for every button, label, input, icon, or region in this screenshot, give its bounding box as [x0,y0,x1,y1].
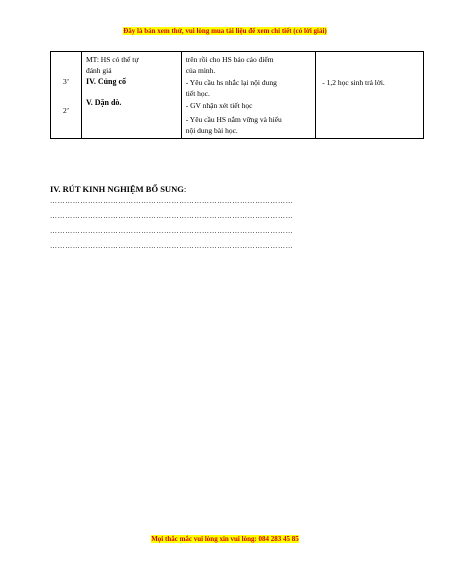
preview-banner [0,27,450,35]
section-title-colon: : [183,184,187,194]
table-row [51,52,424,139]
step-homework-heading: V. Dặn dò. [85,98,122,107]
teacher-activity-cell [181,52,316,139]
teacher-activity-line: - Yêu cầu HS nắm vững và hiểu [185,115,282,124]
section-title-text: IV. RÚT KINH NGHIỆM BỔ SUNG [50,184,184,194]
teacher-activity-line: - Yêu cầu hs nhắc lại nội dung [185,78,277,87]
step-objective-line: MT: HS có thể tự [85,55,139,64]
step-cell [81,52,181,139]
teacher-activity-line: - GV nhận xét tiết học [185,101,253,110]
preview-banner-text: Đây là bản xem thử, vui lòng mua tài liệu để xem chi tiết (có lời giải) [123,27,327,35]
step-objective-line: đánh giá [85,66,112,75]
time-homework: 2’ [63,106,70,115]
step-consolidate-heading: IV. Củng cố [85,77,127,86]
dotted-line: …………………………………………………………………………………… [50,197,294,205]
time-consolidate: 3’ [63,77,70,86]
teacher-activity-line: của mình. [185,66,216,75]
dotted-line: …………………………………………………………………………………… [50,242,294,250]
dotted-line: …………………………………………………………………………………… [50,227,294,235]
section-title [50,184,186,194]
lesson-table [50,51,424,139]
teacher-activity-line: trên rồi cho HS báo cáo điểm [185,55,274,64]
contact-banner [0,535,450,543]
time-cell [51,52,82,139]
teacher-activity-line: tiết học. [185,89,210,98]
student-activity-line: - 1,2 học sinh trả lời. [322,78,385,87]
dotted-line: …………………………………………………………………………………… [50,212,294,220]
teacher-activity-line: nội dung bài học. [185,126,238,135]
student-activity-cell [316,52,424,139]
contact-banner-text: Mọi thắc mắc vui lòng xin vui lòng: 084 283 45 85 [151,535,299,543]
